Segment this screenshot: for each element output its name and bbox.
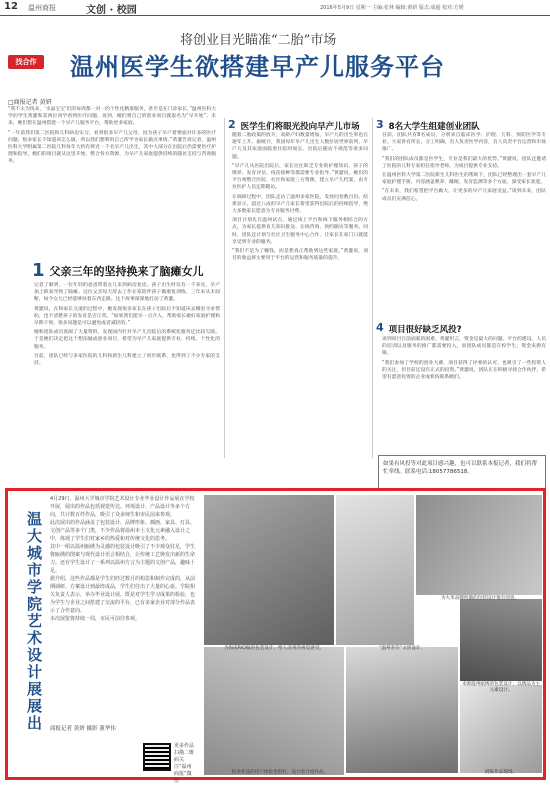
paragraph: 其中一组以温州瓯绣为灵感的包装设计吸引了不少观众驻足，学生将瓯绣的图案与现代设计语言相结合，让传统工艺焕发出新的生命力。还有学生设计了一系列以温州方言为主题的文创产品，趣味十足。 [50, 544, 196, 574]
paragraph: 随着二胎政策的放开，高龄产妇数量增加，早产儿的出生率也在逐年上升。据统计，我国每年早产儿出生人数位居世界前列，早产儿及其家庭面临着住院时间长、出院后随访不规范等诸多问题。 [232, 133, 368, 160]
caption: 来源温州瓯绣的包装设计，以绣品为主元素设计。 [461, 682, 541, 693]
paragraph: 目前，团队共有8名成员，分别来自临床医学、护理、儿科、预防医学等专业。大家各有所长，分工明确，有人负责医学内容，有人负责平台运营和市场推广。 [382, 133, 546, 153]
section-2-title: 医学生们将眼光投向早产儿市场 [240, 122, 360, 132]
qr-code-icon[interactable] [143, 743, 171, 771]
caption: 很多作品的用户体验也很好，设计者介绍作品。 [231, 770, 329, 775]
paragraph: “我不太为钱来，‘水晶宝宝’们的每周都一对一的个性化精准服务，甚至是在门诊家长，”温州医科大学的学生黄灌和其两位同学看到医疗问题，说到，她们将自己的创业项目就取名为“早开始”。未来，她们想在温州搭建一个早产儿服务平台，帮助更多家庭。 [8, 107, 216, 127]
section-4-text [382, 336, 546, 451]
caption: 为海南RIO做的包装设计，给人清爽的视觉感受。 [223, 646, 325, 651]
article-subtitle: 将创业目光瞄准“二胎”市场 [180, 33, 337, 48]
header-meta: 2016年5月9日 星期一 主编:张林 编辑:黄妍 版式:成超 校对:方媛 [320, 5, 464, 11]
photo-rio-packaging [204, 647, 344, 775]
paragraph: 在调研过程中，团队走访了温州多家医院，发放问卷数百份。结果显示，超过八成的早产儿家长希望获得出院后的持续指导，绝大多数家长愿意为专业服务付费。 [232, 194, 368, 215]
section-1-text [34, 282, 220, 450]
section-3-heading [376, 120, 480, 132]
section-2-heading [228, 120, 360, 132]
section-2-number: 2 [228, 118, 236, 131]
paragraph: 记者了解到，一位年轻的爸爸带着女儿来到病房复诊。孩子出生时仅有一千多克，早产加上缺氧导致了脑瘫。这位父亲每天辞去工作在家陪伴孩子做康复训练，三年来从未间断，如今女儿已经能够扶着东西走路。这个故事深深地打动了黄灌。 [34, 283, 220, 303]
photo-exhibition [460, 685, 542, 773]
kicker-badge: 找合作 [8, 55, 44, 69]
paragraph: “一年前我们第二医院和儿科病房实习，看到很多早产儿父母，因为孩子早产着要面对许多的医疗问题，很多家长不知道该怎么做，所以我们想利用自己所学为家长做点事情。”黄灌告诉记者，温州医科大学附属第二医院儿科每年大约有将近一千名早产儿出生，其中大部分在出院后仍需要医疗护理和指导。她们的项目就从这里开始，整合各方资源，为早产儿家庭提供持续的随访支持与咨询服务。 [8, 130, 216, 165]
photo-rice-display [416, 495, 542, 595]
paragraph: “我们不是为了赚钱，而是想真正帮助到这些家庭。”黄灌说，项目的收益将主要用于平台的运营和服务质量的提升。 [232, 249, 368, 262]
feature-title: 温大城市学院艺术设计展展出 [25, 511, 43, 732]
page-number: 12 [4, 1, 18, 12]
feature-text [50, 495, 198, 720]
paragraph: 据介绍，这些作品都是学生们经过数月的构思和制作完成的，从前期调研、方案设计到最终成品，学生们付出了大量的心血。学院相关负责人表示，举办毕业设计展，既是对学生学习成果的检验，也为学生与企业之间搭建了交流的平台，已有多家企业对部分作品表示了合作意向。 [50, 576, 196, 614]
intro-text [8, 106, 216, 198]
page-header [0, 0, 550, 16]
article-title: 温州医学生欲搭建早产儿服务平台 [70, 53, 445, 81]
section-1-heading [32, 260, 204, 281]
photo-wenzhou-products [346, 647, 458, 773]
paragraph: 项目计划先在温州试点，通过线上平台和线下服务相结合的方式，为家长提供育儿知识推送、在线咨询、预约随访等服务。同时，团队还计划与社区卫生服务中心合作，让家长在家门口就能享受到专业的服务。 [232, 218, 368, 245]
section-4-heading [376, 323, 462, 335]
caption: 展陈作品现场。 [484, 770, 518, 775]
paragraph: 本次展览将持续一周，市民可前往参观。 [50, 616, 141, 622]
paragraph: 谈到项目目前面临的困难，黄灌坦言，资金是最大的问题。平台的建设、人员的培训以及服务的推广都需要投入，而团队成员都是在校学生，资金来源有限。 [382, 337, 546, 357]
photo-design-works [336, 495, 414, 645]
feature-section [5, 488, 546, 784]
photo-credit: 商报记者 黄妍 摄影 董华伟 [50, 726, 116, 732]
photo-embroidery-packaging [460, 599, 542, 681]
column-name: 文创 · 校园 [86, 5, 137, 16]
paragraph: 目前，团队已经与多家医院的儿科和新生儿科建立了初步联系，也得到了不少专家的支持。 [34, 353, 220, 367]
paragraph: “早产儿从医院出院后，家长往往缺乏专业的护理知识，孩子的喂养、发育评估、疫苗接种等都需要专业指导。”黄灌说，她们的平台将整合医院、社区和家庭三方资源，建立早产儿档案，由专业医护人员定期随访。 [232, 163, 368, 191]
section-1-title: 父亲三年的坚持换来了脑瘫女儿 [49, 265, 204, 278]
paragraph: “在未来，我们希望把平台做大，让更多的早产儿家庭受益。”谈到未来，团队成员们充满信心。 [382, 189, 546, 202]
section-3-text [382, 132, 546, 322]
paragraph: 她和团队成员查阅了大量资料，发现国内针对早产儿出院后的系统化服务还比较欠缺。于是她们决定把这个想法做成创业项目，希望为早产儿家庭提供专业、持续、个性化的服务。 [34, 330, 220, 350]
section-name: 温州商报 [28, 4, 56, 12]
byline: □商报记者 黄妍 [8, 99, 52, 106]
caption: 为大米品牌所做的包装设计很有创意。 [440, 596, 520, 601]
section-2-text [232, 132, 368, 454]
section-1-number: 1 [32, 260, 45, 281]
contact-notice: 如果有风投等对此项目感兴趣，也可以联系本报记者，我们将帮忙牵线。联系电话:18057786518。 [378, 455, 546, 490]
section-3-title: 8名大学生组建创业团队 [388, 122, 480, 132]
paragraph: 黄灌说，在和家长交流的过程中，她发现很多家长在孩子出院后不知道该去哪里寻求帮助，也不清楚孩子的发育是否正常。“如果我们能早一点介入，帮助家长做好家庭护理和早期干预，很多问题是可以避免或者减轻的。” [34, 306, 220, 327]
section-4-number: 4 [376, 321, 384, 334]
caption: “温州寄你”文创设计。 [378, 646, 426, 651]
column-divider [224, 118, 225, 458]
paragraph: 在温州医科大学第二医院新生儿科医生的帮助下，团队已经整理出一套早产儿家庭护理手册，内容涵盖喂养、睡眠、发育监测等多个方面，深受家长欢迎。 [382, 173, 546, 186]
paragraph: 此次展出的作品涵盖了包装设计、品牌形象、插画、家具、灯具、文创产品等多个门类，不少作品将温州本土文化元素融入设计之中，体现了学生们对家乡的热爱和对传统文化的思考。 [50, 520, 196, 542]
paragraph: “我们的团队成员都是医学生，专业是我们最大的优势。”黄灌说，团队还邀请了医院的儿科专家担任指导老师，为项目提供专业支持。 [382, 156, 546, 169]
paragraph: “我们参加了学校的创业大赛，项目获得了评委的认可，也吸引了一些投资人的关注，但目前还没有正式的投资。”黄灌说，团队正在积极寻找合作伙伴，希望有愿意投资的企业或机构联系她们。 [382, 360, 546, 381]
photo-rice-packaging [204, 495, 334, 645]
section-4-title: 项目很好缺乏风投? [388, 325, 462, 335]
column-divider [372, 118, 373, 458]
qr-caption: 更多作品扫描二维码关注“温州商报”微信 [174, 743, 195, 784]
section-3-number: 3 [376, 118, 384, 131]
paragraph: 4月29日，温州大学城市学院艺术设计专业毕业设计作品展在学校开展，展出的作品包括视觉传达、环境设计、产品设计等多个方向，共计数百件作品，吸引了众多师生和市民前来参观。 [50, 496, 195, 518]
